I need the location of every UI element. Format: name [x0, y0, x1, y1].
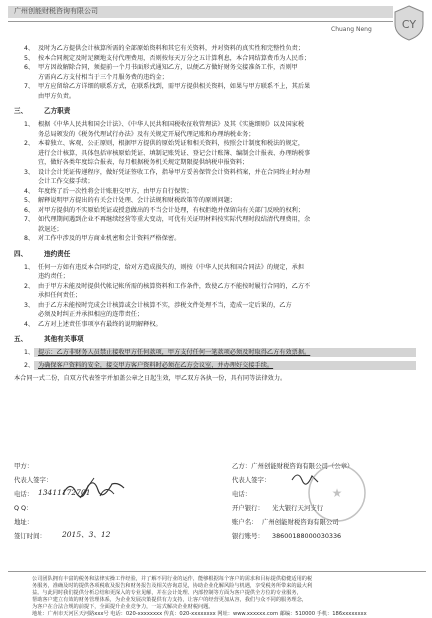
footer-line: 地址：广州市天河区天河路xxx号 电话：020-xxxxxxxx 传真：020-xxxxxxxx 网址：www.xxxxxx.com 邮编：510000 手机：186xxxxxxxx — [32, 611, 367, 617]
item-text: 由于乙方未能按时完成会计核算或会计核算不实，涉税文件处理不当，造成一定后果的，乙方 — [38, 301, 292, 309]
footer-line: 益。与此同时我们提供分析总结和更深入的专业见解，并在会计处理、内部控制等方面为客户提供全方位的专业服务， — [32, 590, 302, 596]
item-number: 1、 — [24, 349, 35, 356]
item-text: 方需向乙方支付相当于三个月服务费的违约金； — [38, 73, 168, 81]
item-number: 5、 — [24, 54, 35, 62]
item-text: 任何一方如有违反本合同约定，给对方造成损失的，则按《中华人民共和国合同法》的规定，承担 — [38, 263, 305, 271]
item-text: 进行会计核算，具体包括审核原始凭证、填制记账凭证、登记会计账簿、编制会计报表、办理纳税事 — [38, 149, 311, 157]
item-text: 由甲方负责。 — [38, 92, 76, 100]
party-b-account-number-label: 银行账号： — [232, 532, 264, 540]
footer-line: 务服务，准确及时的提供各项税收及报告和财务报告及相关咨询意见，协助企业化解风险与机遇，享受税务所带来的最大利 — [32, 583, 313, 589]
header-divider — [8, 21, 393, 22]
party-a-date-value: 2015、3、12 — [62, 530, 111, 539]
party-b-title: 乙方：广州创能财税咨询有限公司（公章） — [232, 462, 354, 470]
header-brand-text: Chuang Neng — [331, 26, 372, 33]
svg-text:★: ★ — [331, 486, 343, 500]
header-company-name: 广州创能财税咨询有限公司 — [14, 7, 98, 15]
item-number: 7、 — [24, 216, 35, 223]
party-b-bank-label: 开户银行： — [232, 504, 264, 512]
item-text: 对工作中涉及的甲方商业机密和会计资料严格保密。 — [38, 235, 181, 242]
item-text: 甲方因故解除合同，须提前一个月书面形式通知乙方，以便乙方做好财务交接准备工作，否则甲 — [38, 64, 298, 71]
item-text: 承担任何责任； — [38, 292, 82, 299]
item-number: 7、 — [24, 83, 35, 90]
item-text: 款退还； — [38, 225, 63, 233]
item-number: 4、 — [24, 45, 35, 52]
footer-line: 帮助客户建立有效的财务管理体系，为企业发展决策提供有力支持，让客户的经营更加从容，我们与众不同的服务理念， — [32, 597, 307, 603]
item-text: 年度终了后一次性将会计账册交甲方，由甲方自行保管； — [38, 187, 193, 195]
party-b-bank-value: 光大银行天河支行 — [272, 504, 324, 512]
item-number: 6、 — [24, 64, 35, 71]
item-number: 1、 — [24, 263, 35, 271]
item-number: 3、 — [24, 301, 35, 309]
item-number: 4、 — [24, 320, 35, 328]
item-text: 本着独立、客观、公正原则，根据甲方提供的原始凭证和相关资料，按照会计制度和税法的规定， — [38, 140, 305, 147]
item-number: 1、 — [24, 121, 35, 128]
party-a-address-label: 地址： — [14, 518, 34, 526]
section-number: 四、 — [14, 249, 28, 258]
item-text: 解释说明甲方提出的有关会计处理、会计法规和财税政策等的原则问题； — [38, 197, 236, 204]
party-b-account-number-value: 38600188000030336 — [272, 532, 342, 540]
party-b-phone-label: 电话： — [232, 490, 252, 498]
party-a-title: 甲方： — [14, 462, 34, 470]
item-number: 5、 — [24, 197, 35, 204]
item-text: 会计工作交接手续； — [38, 178, 94, 185]
item-text: 甲方应留给乙方详细的联系方式，在联系找到，需甲方提供相关资料，如果与甲方联系不上，其后果 — [38, 83, 311, 90]
item-text: 宜，做好各类年度综合报表，每月根据税务机关规定期限提供纳税申报资料； — [38, 159, 249, 166]
item-text: 设计会计凭证传递程序，做好凭证签收工作，指导甲方妥善保管会计资料档案，并在合同终止时办理 — [38, 168, 311, 176]
party-a-rep-label: 代表人签字： — [14, 476, 53, 484]
item-number: 2、 — [24, 361, 35, 369]
item-number: 2、 — [24, 140, 35, 147]
item-text: 乙方对上述责任事项享有最终的说明解释权。 — [38, 320, 162, 328]
footer-line: 公司团队拥有丰富的税务和法律实操工作经验，并了解不同行业的运作，能够根据每个客户的需求和目标提供稳健适用的税 — [32, 576, 313, 582]
party-a-signature — [60, 474, 130, 504]
section-number: 五、 — [14, 335, 28, 343]
item-number: 4、 — [24, 187, 35, 195]
party-a-date-label: 签订时间： — [14, 532, 46, 540]
footer-divider — [8, 571, 426, 572]
party-b-account-name-label: 账户名： — [232, 518, 258, 526]
company-seal — [306, 462, 368, 524]
party-a-qq-label: Q Q： — [14, 504, 33, 512]
item-number: 2、 — [24, 282, 35, 290]
item-text: 按本合同规定及时足额地支付代理费用，否则按每天万分之五计算利息，本合同结算费币为人民币； — [38, 54, 311, 62]
item-text: 对甲方提供的不实原始凭证或授意做出的不当会计处理，有权拒绝并保留向有关部门反映的权利； — [38, 206, 305, 214]
section-title: 违约责任 — [44, 249, 71, 258]
party-a-phone-label: 电话： — [14, 490, 34, 498]
section-number: 三、 — [14, 107, 28, 115]
item-text: 为确保客户资料的安全，接交甲方客户资料时必须在乙方会议室，并办理好交接手续。 — [38, 361, 274, 369]
closing-statement: 本合同一式二份，自双方代表签字并加盖公章之日起生效，甲乙双方各执一份，具有同等法律效力。 — [14, 375, 287, 382]
section-title: 其他有关事项 — [44, 335, 84, 343]
logo-text: CY — [401, 18, 417, 31]
item-text: 及时为乙方提供会计核算所需的全部原始资料和其它有关资料，并对资料的真实性和完整性负责； — [38, 45, 305, 52]
party-b-rep-label: 代表人签字： — [232, 476, 271, 484]
footer-line: 为客户在合法合规的前提下，全面提升企业竞争力，一站式解决企业财税问题。 — [32, 604, 214, 610]
section-title: 乙方职责 — [44, 107, 71, 115]
item-text: 如代理期间遇到企业不再继续经营等重大变动，可优有关证明材料按实际代理时段结清代理费用，余 — [38, 216, 311, 223]
item-text: 由于甲方未能及时提供代帐记帐所需的核算资料和工作条件，致使乙方不能按时履行合同的，乙方不 — [38, 282, 311, 290]
item-number: 8、 — [24, 235, 35, 242]
item-number: 3、 — [24, 168, 35, 176]
item-number: 6、 — [24, 206, 35, 214]
party-b-account-name-value: 广州创能财税咨询有限公司 — [262, 518, 339, 526]
company-logo-icon — [392, 4, 426, 42]
party-a-phone-value: 13411172701 — [38, 488, 91, 497]
item-text: 提示：乙方非财务人员禁止接收甲方任何款项，甲方支付任何一笔款项必须及时取得乙方有效票据。 — [38, 349, 311, 356]
item-text: 必须及时纠正并承担相应的连带责任； — [38, 311, 144, 318]
item-text: 违约责任； — [38, 273, 69, 280]
item-text: 务总局颁发的《税务代理试行办法》及有关规定开展代理记账和办理纳税业务； — [38, 130, 255, 138]
item-text: 根据《中华人民共和国会计法》、《中华人民共和国税收征收管理法》及其《实施细则》以及国家税 — [38, 121, 305, 128]
